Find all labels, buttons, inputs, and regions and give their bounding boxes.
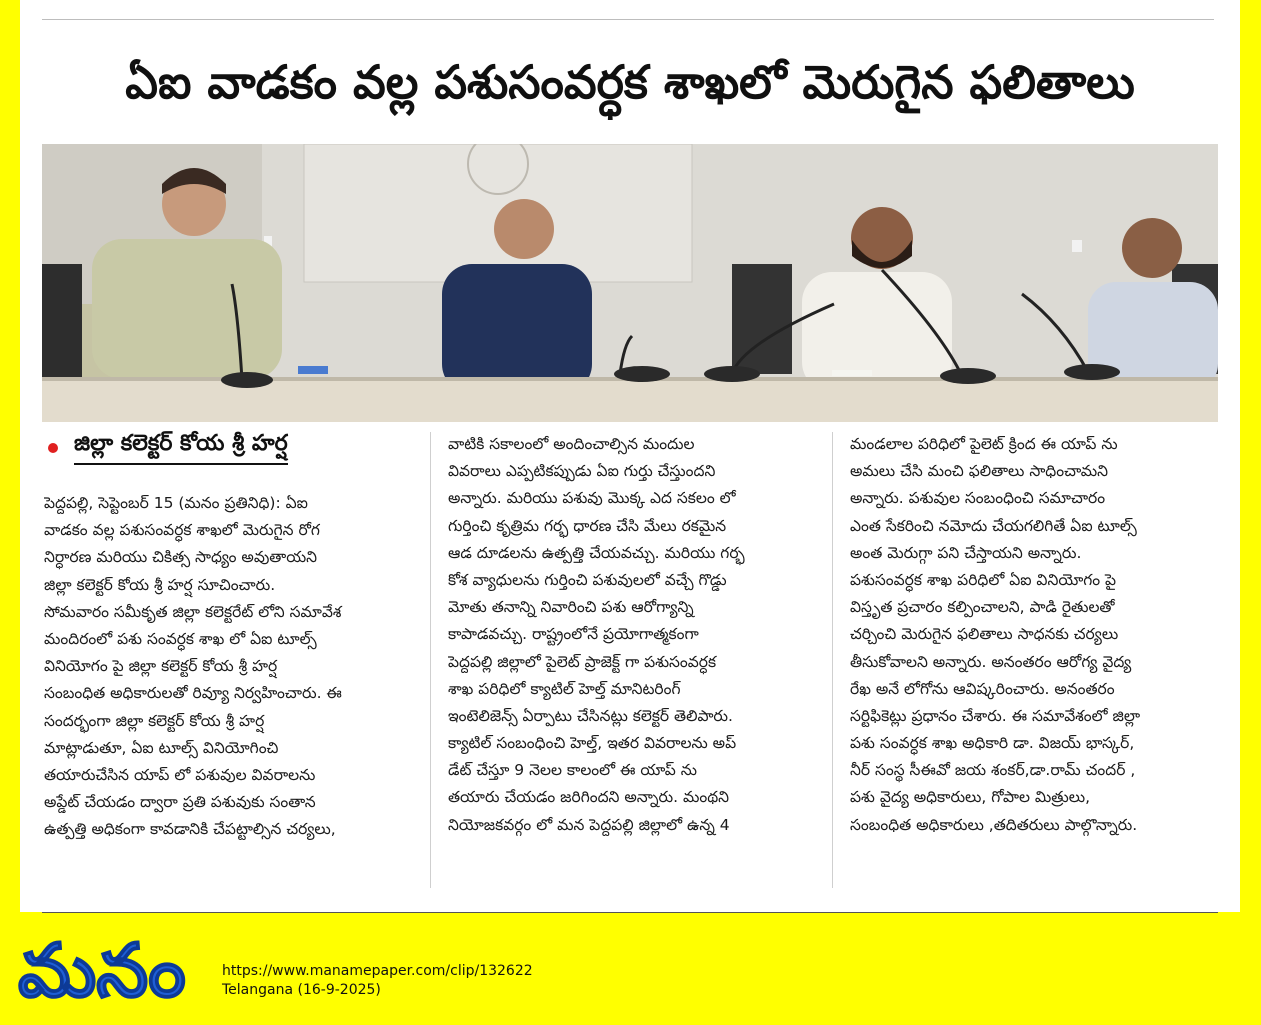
- news-photo: [42, 144, 1218, 422]
- article-line: వాడకం వల్ల పశుసంవర్ధక శాఖలో మెరుగైన రోగ: [44, 521, 320, 540]
- headline: ఏఐ వాడకం వల్ల పశుసంవర్ధక శాఖలో మెరుగైన ఫలితాలు: [125, 55, 1135, 109]
- article-line: క్యాటిల్ సంబంధించి హెల్త్, ఇతర వివరాలను అప్: [448, 734, 737, 753]
- logo-text: మనం: [18, 928, 186, 1008]
- column-divider: [832, 432, 833, 888]
- top-rule: [42, 19, 1214, 20]
- article-line: అప్డేట్ చేయడం ద్వారా ప్రతి పశువుకు సంతాన: [44, 793, 316, 812]
- article-line: కాపాడవచ్చు. రాష్ట్రంలోనే ప్రయోగాత్మకంగా: [448, 625, 699, 644]
- article-line: చర్చించి మెరుగైన ఫలితాలు సాధనకు చర్యలు: [850, 625, 1119, 644]
- article-line: వివరాలు ఎప్పటికప్పుడు ఏఐ గుర్తు చేస్తుందని: [448, 462, 716, 481]
- article-line: జిల్లా కలెక్టర్ కోయ శ్రీ హర్ష సూచించారు.: [44, 575, 276, 594]
- article-line: మాట్లాడుతూ, ఏఐ టూల్స్ వినియోగించి: [44, 738, 279, 757]
- article-line: అన్నారు. పశువుల సంబంధించి సమాచారం: [850, 489, 1106, 508]
- manam-logo: [14, 928, 214, 1008]
- article-line: సర్టిఫికెట్లు ప్రధానం చేశారు. ఈ సమావేశంలో జిల్లా: [850, 706, 1141, 725]
- article-column-3: [850, 431, 1218, 839]
- article-line: తయారు చేయడం జరిగిందని అన్నారు. మంథని: [448, 788, 730, 807]
- article-line: సోమవారం సమీకృత జిల్లా కలెక్టరేట్ లోని సమావేశ: [44, 602, 342, 621]
- article-line: గుర్తించి కృత్రిమ గర్భ ధారణ చేసి మేలు రకమైన: [448, 516, 727, 535]
- article-line: అమలు చేసి మంచి ఫలితాలు సాధించామని: [850, 462, 1109, 481]
- article-line: సంబంధిత అధికారులు ,తదితరులు పాల్గొన్నారు.: [850, 815, 1138, 834]
- article-line: నీర్ సంస్థ సీఈవో జయ శంకర్,డా.రామ్ చందర్ ,: [850, 761, 1136, 780]
- bottom-rule: [42, 912, 1218, 913]
- article-line: ఇంటెలిజెన్స్ ఏర్పాటు చేసినట్లు కలెక్టర్ తెలిపారు.: [448, 706, 733, 725]
- article-line: వాటికి సకాలంలో అందించాల్సిన మందుల: [448, 435, 695, 453]
- article-line: వినియోగం పై జిల్లా కలెక్టర్ కోయ శ్రీ హర్ష: [44, 657, 278, 676]
- article-line: మండలాల పరిధిలో పైలెట్ క్రింద ఈ యాప్ ను: [850, 435, 1118, 453]
- article-line: పశుసంవర్ధక శాఖ పరిధిలో ఏఐ వినియోగం పై: [850, 570, 1117, 589]
- bullet-icon: [48, 443, 58, 453]
- article-line: శాఖ పరిధిలో క్యాటిల్ హెల్త్ మానిటరింగ్: [448, 679, 681, 698]
- article-line: అంత మెరుగ్గా పని చేస్తాయని అన్నారు.: [850, 543, 1082, 562]
- article-line: అన్నారు. మరియు పశువు మొక్క ఎద సకలం లో: [448, 489, 736, 508]
- article-line: తీసుకోవాలని అన్నారు. అనంతరం ఆరోగ్య వైద్య: [850, 652, 1132, 671]
- article-line: ఆడ దూడలను ఉత్పత్తి చేయవచ్చు. మరియు గర్భ: [448, 543, 745, 562]
- article-column-2: [448, 431, 812, 839]
- article-line: పెద్దపల్లి జిల్లాలో పైలెట్ ప్రాజెక్ట్ గా పశుసంవర్ధక: [448, 652, 717, 671]
- article-line: ఉత్పత్తి అధికంగా కావడానికి చేపట్టాల్సిన చర్యలు,: [44, 820, 336, 839]
- article-line: సంబంధిత అధికారులతో రివ్యూ నిర్వహించారు. ఈ: [44, 684, 342, 703]
- byline: [44, 428, 434, 468]
- article-line: పశు వైద్య అధికారులు, గోపాల మిత్రులు,: [850, 788, 1090, 807]
- article-line: నియోజకవర్గం లో మన పెద్దపల్లి జిల్లాలో ఉన్న 4: [448, 815, 730, 834]
- article-line: విస్తృత ప్రచారం కల్పించాలని, పాడి రైతులతో: [850, 598, 1115, 617]
- byline-text: జిల్లా కలెక్టర్ కోయ శ్రీ హర్ష: [74, 431, 288, 465]
- article-line: మోతు తనాన్ని నివారించి పశు ఆరోగ్యాన్ని: [448, 598, 694, 617]
- article-line: సందర్భంగా జిల్లా కలెక్టర్ కోయ శ్రీ హర్ష: [44, 711, 265, 730]
- article-line: పశు సంవర్ధక శాఖ అధికారి డా. విజయ్ భాస్కర్,: [850, 734, 1135, 753]
- article-line: డేట్ చేస్తూ 9 నెలల కాలంలో ఈ యాప్ ను: [448, 761, 697, 780]
- column-divider: [430, 432, 431, 888]
- article-line: పెద్దపల్లి, సెప్టెంబర్ 15 (మనం ప్రతినిధి): ఏఐ: [44, 494, 308, 512]
- article-line: నిర్ధారణ మరియు చికిత్స సాధ్యం అవుతాయని: [44, 548, 318, 567]
- article-line: రేఖ అనే లోగోను ఆవిష్కరించారు. అనంతరం: [850, 679, 1115, 698]
- source-edition: Telangana (16-9-2025): [222, 982, 381, 998]
- source-url[interactable]: https://www.manamepaper.com/clip/132622: [222, 963, 533, 979]
- article-line: మందిరంలో పశు సంవర్ధక శాఖ లో ఏఐ టూల్స్: [44, 629, 317, 648]
- article-column-1: [44, 490, 410, 843]
- article-line: కోశ వ్యాధులను గుర్తించి పశువులలో వచ్చే గొడ్డు: [448, 570, 727, 589]
- article-line: ఎంత సేకరించి నమోదు చేయగలిగితే ఏఐ టూల్స్: [850, 516, 1137, 535]
- article-line: తయారుచేసిన యాప్ లో పశువుల వివరాలను: [44, 765, 316, 784]
- source-info: [222, 962, 533, 1000]
